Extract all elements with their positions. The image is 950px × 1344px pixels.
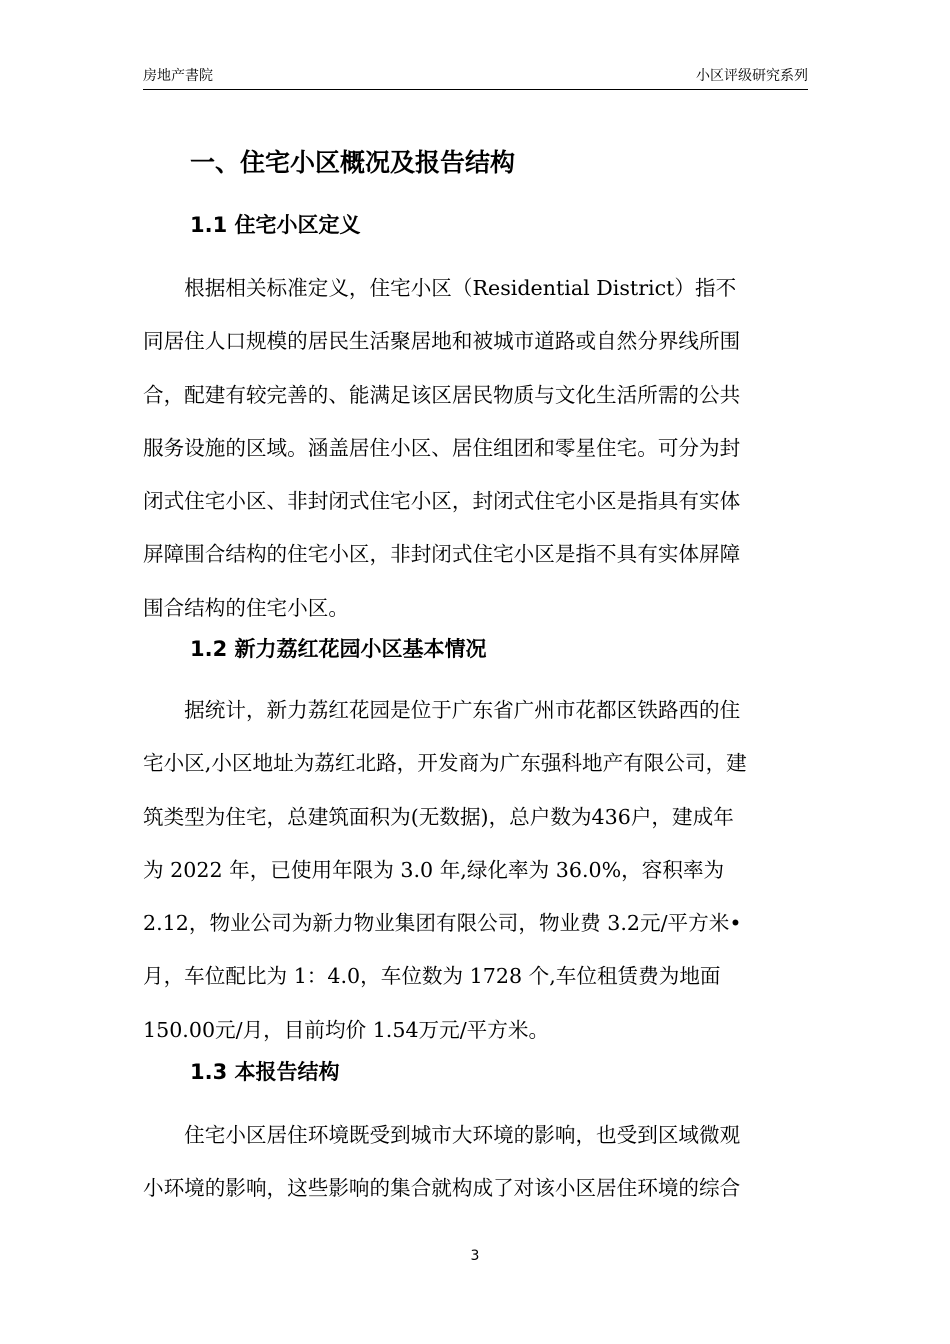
section-1-3-title: 1.3 本报告结构 (190, 1060, 340, 1084)
section-1-1-paragraph (143, 262, 808, 635)
chapter-heading: 一、住宅小区概况及报告结构 (190, 148, 516, 177)
paragraph-line: 据统计，新力荔红花园是位于广东省广州市花都区铁路西的住 (143, 698, 741, 722)
section-1-2-title: 1.2 新力荔红花园小区基本情况 (190, 637, 487, 661)
page-number: 3 (470, 1248, 480, 1264)
paragraph-line: 围合结构的住宅小区。 (143, 595, 349, 620)
paragraph-line: 宅小区,小区地址为荔红北路，开发商为广东强科地产有限公司，建 (143, 751, 747, 776)
paragraph-line: 为 2022 年，已使用年限为 3.0 年,绿化率为 36.0%，容积率为 (143, 857, 725, 882)
paragraph-line: 2.12，物业公司为新力物业集团有限公司，物业费 3.2元/平方米• (143, 911, 742, 936)
paragraph-line: 小环境的影响，这些影响的集合就构成了对该小区居住环境的综合 (143, 1176, 741, 1201)
paragraph-line: 合，配建有较完善的、能满足该区居民物质与文化生活所需的公共 (143, 382, 741, 407)
paragraph-line: 闭式住宅小区、非封闭式住宅小区，封闭式住宅小区是指具有实体 (143, 489, 741, 514)
section-1-2-paragraph (143, 684, 808, 1057)
paragraph-line: 屏障围合结构的住宅小区，非封闭式住宅小区是指不具有实体屏障 (143, 542, 741, 567)
paragraph-line: 住宅小区居住环境既受到城市大环境的影响，也受到区域微观 (143, 1123, 741, 1147)
header-publisher: 房地产書院 (143, 68, 213, 84)
paragraph-line: 根据相关标准定义，住宅小区（Residential District）指不 (143, 276, 737, 300)
paragraph-line: 服务设施的区域。涵盖居住小区、居住组团和零星住宅。可分为封 (143, 435, 741, 460)
section-1-3-paragraph (143, 1109, 808, 1216)
page-header (143, 66, 808, 88)
header-series: 小区评级研究系列 (696, 68, 808, 84)
header-divider (143, 89, 808, 90)
paragraph-line: 同居住人口规模的居民生活聚居地和被城市道路或自然分界线所围 (143, 329, 741, 354)
paragraph-line: 筑类型为住宅，总建筑面积为(无数据)，总户数为436户，建成年 (143, 804, 734, 829)
section-1-1-title: 1.1 住宅小区定义 (190, 213, 361, 237)
paragraph-line: 150.00元/月，目前均价 1.54万元/平方米。 (143, 1017, 550, 1042)
paragraph-line: 月，车位配比为 1：4.0，车位数为 1728 个,车位租赁费为地面 (143, 964, 721, 989)
